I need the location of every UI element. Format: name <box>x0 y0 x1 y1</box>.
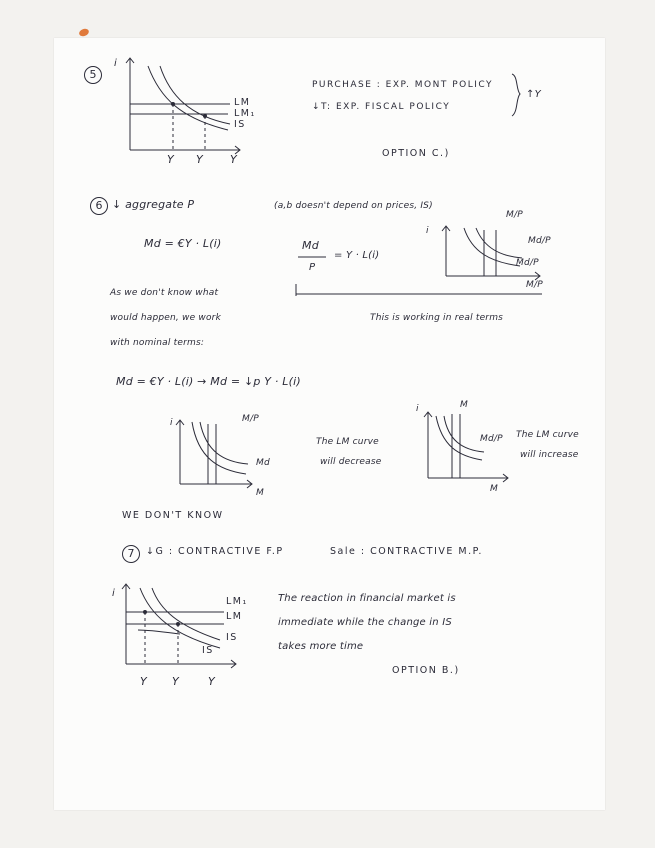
q7-is-label: IS <box>226 632 238 643</box>
question-5-number: 5 <box>84 66 102 84</box>
q6-eq1: Md = €Y · L(i) <box>144 237 222 250</box>
q5-y-tick-2: Y <box>196 153 203 166</box>
q6-dont-know: WE DON'T KNOW <box>122 510 224 521</box>
q5-lm-label: LM <box>234 97 251 108</box>
q6-left-note-3: with nominal terms: <box>110 338 205 348</box>
q5-line-2: ↓T: EXP. FISCAL POLICY <box>312 102 451 112</box>
q5-line-1: PURCHASE : EXP. MONT POLICY <box>312 80 494 90</box>
question-6-number: 6 <box>90 197 108 215</box>
q6-real-note: This is working in real terms <box>370 313 504 323</box>
q6-g3-m-top: M <box>460 400 468 410</box>
q5-option: OPTION C.) <box>382 148 450 159</box>
q7-note-3: takes more time <box>278 641 364 652</box>
q5-brace <box>510 72 524 118</box>
q6-note: (a,b doesn't depend on prices, IS) <box>274 201 433 211</box>
q6-separator-line <box>296 284 546 298</box>
q6-g3-md-label: Md/P <box>480 434 503 444</box>
q6-g1-md2-label: Md/P <box>516 258 539 268</box>
question-7-number: 7 <box>122 545 140 563</box>
q6-title: ↓ aggregate P <box>112 198 195 211</box>
q6-eq2-rhs: = Y · L(i) <box>334 250 380 261</box>
q5-is-label: IS <box>234 119 246 130</box>
q5-axis-i: i <box>114 58 117 69</box>
q6-g2-mp-label: M/P <box>242 414 259 424</box>
q7-sale: Sale : CONTRACTIVE M.P. <box>330 546 483 557</box>
q7-option: OPTION B.) <box>392 665 460 676</box>
q6-left-note-2: would happen, we work <box>110 313 221 323</box>
q6-money-market-graph-1 <box>440 222 545 280</box>
q6-g3-axis-i: i <box>416 404 419 414</box>
q7-is-lm-graph <box>120 584 240 674</box>
q7-axis-i: i <box>112 588 115 599</box>
q7-y-tick-1: Y <box>140 675 147 688</box>
q6-lm-increase-1: The LM curve <box>516 430 579 440</box>
q5-brace-result: ↑Y <box>526 89 541 100</box>
q7-y-tick-2: Y <box>172 675 179 688</box>
q6-fraction-bar <box>298 256 328 258</box>
q5-y-tick-3: Y <box>230 153 237 166</box>
q7-note-1: The reaction in financial market is <box>278 593 456 604</box>
q6-g1-top-label: M/P <box>506 210 523 220</box>
q5-lm1-label: LM₁ <box>234 108 256 119</box>
q7-title: ↓G : CONTRACTIVE F.P <box>146 546 284 557</box>
q6-lm-decrease-1: The LM curve <box>316 437 379 447</box>
q6-left-note-1: As we don't know what <box>110 288 219 298</box>
orange-mark <box>78 28 90 38</box>
q6-money-market-graph-2 <box>174 418 254 488</box>
q6-eq2-den: P <box>309 262 316 273</box>
q7-lm1-label: LM₁ <box>226 596 248 607</box>
q6-g1-md-label: Md/P <box>528 236 551 246</box>
q6-g1-m-label: M/P <box>526 280 543 290</box>
q5-is-lm-graph <box>120 58 250 158</box>
q6-g3-m-label: M <box>490 484 498 494</box>
q7-y-tick-3: Y <box>208 675 215 688</box>
q6-eq3: Md = €Y · L(i) → Md = ↓p Y · L(i) <box>116 375 301 388</box>
q6-g2-m-label: M <box>256 488 264 498</box>
q6-eq2-num: Md <box>302 239 319 252</box>
q6-lm-increase-2: will increase <box>520 450 579 460</box>
q6-g2-axis-i: i <box>170 418 173 428</box>
q6-lm-decrease-2: will decrease <box>320 457 382 467</box>
q5-y-tick-1: Y <box>167 153 174 166</box>
q6-g2-md-label: Md <box>256 458 270 468</box>
q7-is1-label: IS <box>202 645 214 656</box>
q6-money-market-graph-3 <box>422 410 512 482</box>
q6-g1-axis-i: i <box>426 226 429 236</box>
q7-note-2: immediate while the change in IS <box>278 617 452 628</box>
q7-lm-label: LM <box>226 611 243 622</box>
